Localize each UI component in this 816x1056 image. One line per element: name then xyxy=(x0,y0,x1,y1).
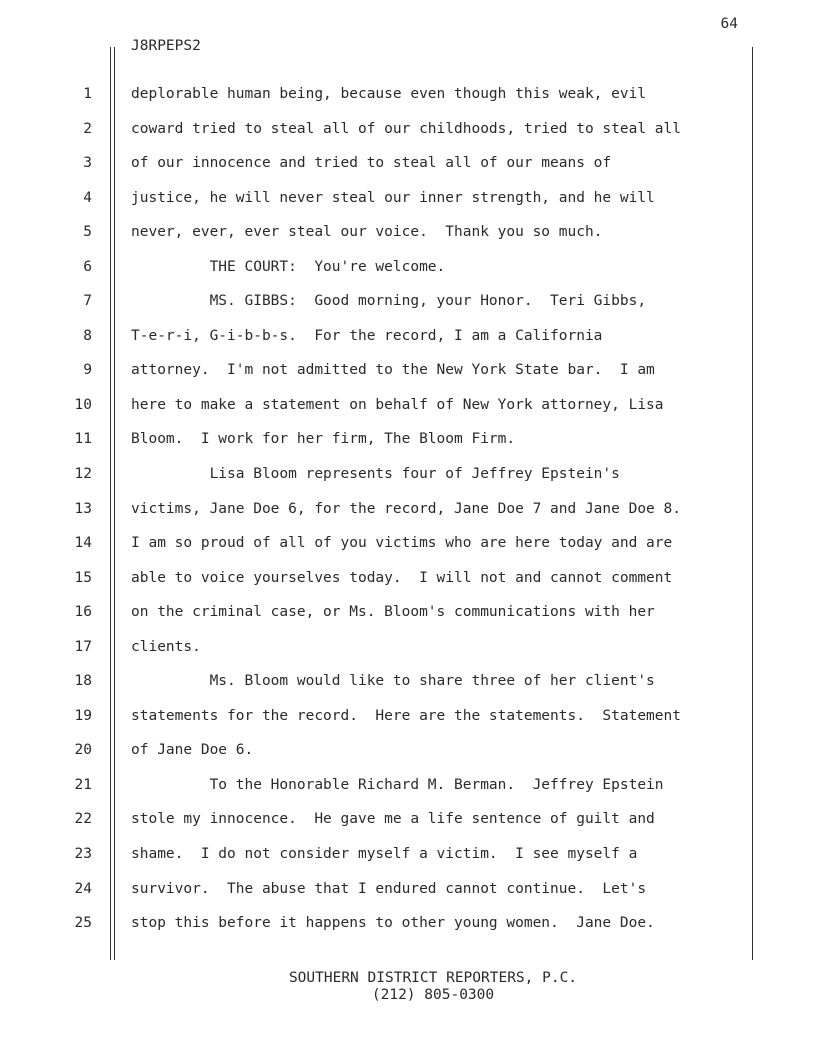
transcript-line xyxy=(0,561,816,596)
transcript-line xyxy=(0,457,816,492)
line-number: 24 xyxy=(74,880,92,897)
line-number: 1 xyxy=(83,86,92,102)
line-text: victims, Jane Doe 6, for the record, Jane Doe 7 and Jane Doe 8. xyxy=(131,500,681,517)
line-number: 2 xyxy=(83,120,92,137)
reporter-company: SOUTHERN DISTRICT REPORTERS, P.C. xyxy=(288,970,578,986)
transcript-line xyxy=(0,353,816,388)
line-number: 7 xyxy=(83,293,92,310)
line-number: 20 xyxy=(74,742,92,759)
transcript-line xyxy=(0,215,816,250)
transcript-line xyxy=(0,768,816,803)
line-text: attorney. I'm not admitted to the New York State bar. I am xyxy=(131,362,655,379)
transcript-line xyxy=(0,733,816,768)
line-number: 12 xyxy=(74,466,92,483)
line-text: MS. GIBBS: Good morning, your Honor. Teri Gibbs, xyxy=(131,293,647,310)
transcript-line xyxy=(0,319,816,354)
transcript-body xyxy=(0,77,816,941)
transcript-line xyxy=(0,112,816,147)
line-number: 21 xyxy=(74,776,92,793)
line-text: of Jane Doe 6. xyxy=(131,742,254,759)
line-text: coward tried to steal all of our childhoods, tried to steal all xyxy=(131,120,681,137)
transcript-line xyxy=(0,284,816,319)
line-number: 22 xyxy=(74,811,92,828)
transcript-line xyxy=(0,526,816,561)
page-footer xyxy=(0,970,816,1004)
transcript-line xyxy=(0,250,816,285)
transcript-line xyxy=(0,872,816,907)
transcript-line xyxy=(0,77,816,112)
line-number: 19 xyxy=(74,707,92,724)
line-text: To the Honorable Richard M. Berman. Jeffrey Epstein xyxy=(131,776,664,793)
line-text: Ms. Bloom would like to share three of her client's xyxy=(131,673,655,690)
line-text: shame. I do not consider myself a victim. I see myself a xyxy=(131,846,638,863)
line-text: on the criminal case, or Ms. Bloom's communications with her xyxy=(131,604,655,621)
line-number: 5 xyxy=(83,224,92,241)
line-number: 18 xyxy=(74,673,92,690)
line-text: I am so proud of all of you victims who are here today and are xyxy=(131,535,673,552)
line-number: 8 xyxy=(83,327,92,344)
line-number: 10 xyxy=(74,396,92,413)
line-text: justice, he will never steal our inner strength, and he will xyxy=(131,189,655,206)
line-text: THE COURT: You're welcome. xyxy=(131,258,446,275)
transcript-line xyxy=(0,664,816,699)
reporter-phone: (212) 805-0300 xyxy=(371,987,495,1003)
transcript-line xyxy=(0,837,816,872)
line-number: 6 xyxy=(83,258,92,275)
line-number: 16 xyxy=(74,604,92,621)
line-number: 17 xyxy=(74,638,92,655)
line-number: 23 xyxy=(74,846,92,863)
line-number: 13 xyxy=(74,500,92,517)
transcript-line xyxy=(0,595,816,630)
line-text: of our innocence and tried to steal all of our means of xyxy=(131,155,612,172)
transcript-line xyxy=(0,630,816,665)
transcript-line xyxy=(0,422,816,457)
line-text: here to make a statement on behalf of New York attorney, Lisa xyxy=(131,396,664,413)
line-number: 25 xyxy=(74,915,92,932)
transcript-line xyxy=(0,906,816,941)
line-text: deplorable human being, because even though this weak, evil xyxy=(131,86,647,102)
line-number: 14 xyxy=(74,535,92,552)
transcript-line xyxy=(0,802,816,837)
line-text: clients. xyxy=(131,638,201,655)
transcript-line xyxy=(0,699,816,734)
line-number: 4 xyxy=(83,189,92,206)
line-number: 9 xyxy=(83,362,92,379)
transcript-line xyxy=(0,146,816,181)
line-text: T-e-r-i, G-i-b-b-s. For the record, I am a California xyxy=(131,327,603,344)
line-text: stole my innocence. He gave me a life sentence of guilt and xyxy=(131,811,655,828)
line-text: statements for the record. Here are the statements. Statement xyxy=(131,707,681,724)
line-number: 15 xyxy=(74,569,92,586)
line-number: 3 xyxy=(83,155,92,172)
line-text: stop this before it happens to other young women. Jane Doe. xyxy=(131,915,655,932)
line-number: 11 xyxy=(74,431,92,448)
line-text: survivor. The abuse that I endured cannot continue. Let's xyxy=(131,880,647,897)
line-text: never, ever, ever steal our voice. Thank you so much. xyxy=(131,224,603,241)
transcript-line xyxy=(0,388,816,423)
line-text: Lisa Bloom represents four of Jeffrey Epstein's xyxy=(131,466,620,483)
transcript-line xyxy=(0,181,816,216)
case-id: J8RPEPS2 xyxy=(131,38,201,54)
line-text: able to voice yourselves today. I will not and cannot comment xyxy=(131,569,673,586)
page-number: 64 xyxy=(720,16,738,32)
transcript-line xyxy=(0,492,816,527)
line-text: Bloom. I work for her firm, The Bloom Firm. xyxy=(131,431,516,448)
